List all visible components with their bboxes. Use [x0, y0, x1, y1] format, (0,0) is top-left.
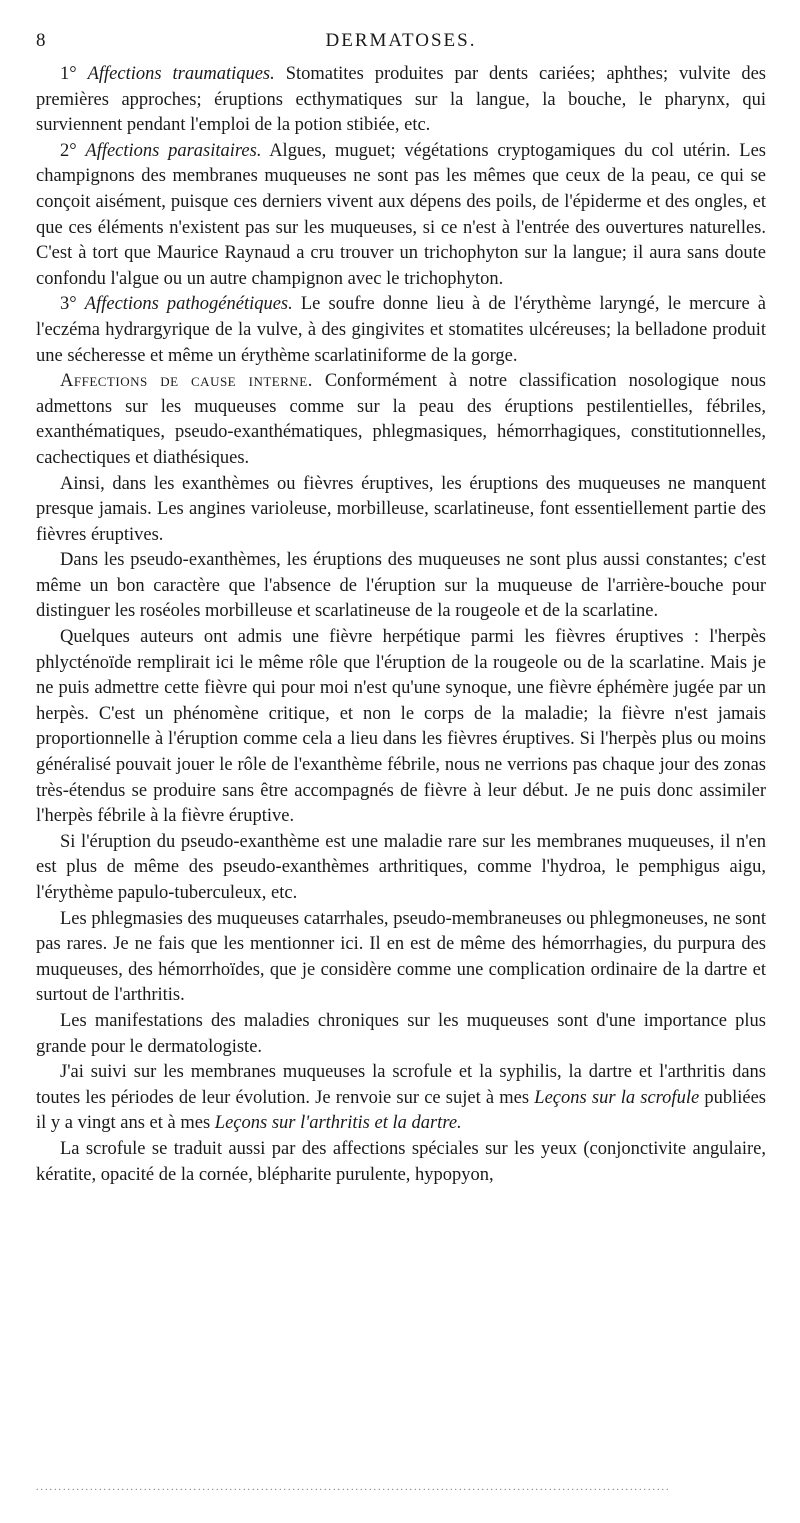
- page-header: [36, 30, 766, 56]
- paragraph-lecons: [36, 1060, 766, 1137]
- list-number: 1°: [60, 64, 88, 84]
- paragraph-affections-traumatiques: [36, 62, 766, 139]
- paragraph-affections-pathogenetiques: [36, 292, 766, 369]
- paragraph-text: Stomatites produites par dents cariées; aphthes; vulvite des premières approches; éruptions ecthymatiques sur la langue, la bouche, le pharynx, qui surviennent pendant l'emploi de la potion stibiée, etc.: [36, 64, 767, 136]
- list-number: 2°: [60, 140, 86, 161]
- paragraph-maladies-chroniques: Les manifestations des maladies chroniques sur les muqueuses sont d'une importance plus grande pour le dermatologiste.: [36, 1010, 766, 1057]
- footer-dotted-line: .............................................................................................................................................: [36, 1482, 671, 1492]
- paragraph-pseudo-exanthemes: Dans les pseudo-exanthèmes, les éruptions des muqueuses ne sont plus aussi constantes; c'est même un bon caractère que l'absence de l'éruption sur la muqueuse de l'arrière-bouche pour distinguer les roséoles morbilleuse et scarlatineuse de la rougeole et de la scarlatine.: [36, 550, 766, 622]
- paragraph-text: J'ai suivi sur les membranes muqueuses la scrofule et la syphilis, la dartre et l'arthritis dans toutes les périodes de leur évolution. Je renvoie sur ce sujet à mes: [36, 1062, 766, 1108]
- paragraph-text: Algues, muguet; végétations cryptogamiques du col utérin. Les champignons des membranes muqueuses ne sont pas les mêmes que ceux de la peau, ce qui se conçoit aisément, puisque ces derniers vivent aux dépens des poils, de l'épiderme et des ongles, et que ces éléments n'existent pas sur les muqueuses, si ce n'est à l'entrée des ouvertures naturelles. C'est à tort que Maurice Raynaud a cru trouver un trichophyton sur la langue; il aura sans doute confondu l'algue ou un autre champignon avec le trichophyton.: [36, 140, 766, 289]
- book-title-scrofule: Leçons sur la scrofule: [534, 1087, 700, 1108]
- paragraph-exanthemes: Ainsi, dans les exanthèmes ou fièvres éruptives, les éruptions des muqueuses ne manquent presque jamais. Les angines varioleuse, morbilleuse, scarlatineuse, font essentiellement partie des fièvres éruptives.: [36, 473, 766, 545]
- paragraph-scrofule-yeux: La scrofule se traduit aussi par des affections spéciales sur les yeux (conjonctivite angulaire, kératite, opacité de la cornée, blépharite purulente, hypopyon,: [36, 1138, 766, 1185]
- section-heading: Affections traumatiques.: [87, 64, 275, 84]
- paragraph-affections-parasitaires: [36, 139, 766, 293]
- book-title-arthritis: Leçons sur l'arthritis et la dartre.: [214, 1113, 462, 1134]
- list-number: 3°: [60, 294, 85, 315]
- paragraph-cause-interne: [36, 369, 766, 471]
- page-number: 8: [36, 30, 46, 51]
- paragraph-text: Conformément à notre classification nosologique nous admettons sur les muqueuses comme sur la peau des éruptions pestilentielles, fébriles, exanthématiques, pseudo-exanthématiques, phlegmasiques, hémorrhagiques, constitutionnelles, cachectiques et diathésiques.: [36, 371, 766, 468]
- paragraph-phlegmasies: Les phlegmasies des muqueuses catarrhales, pseudo-membraneuses ou phlegmoneuses, ne sont pas rares. Je ne fais que les mentionner ici. Il en est de même des hémorrhagies, du purpura des muqueuses, des hémorrhoïdes, que je considère comme une complication ordinaire de la dartre et surtout de l'arthritis.: [36, 908, 766, 1006]
- running-title: DERMATOSES.: [325, 30, 477, 51]
- paragraph-text: Le soufre donne lieu à de l'érythème laryngé, le mercure à l'eczéma hydrargyrique de la vulve, à des gingivites et stomatites ulcéreuses; la belladone produit une sécheresse et même un érythème scarlatiniforme de la gorge.: [36, 294, 766, 366]
- body-text: [36, 62, 766, 1188]
- paragraph-pseudo-exanthemes-arthritiques: Si l'éruption du pseudo-exanthème est une maladie rare sur les membranes muqueuses, il n'en est plus de même des pseudo-exanthèmes arthritiques, comme l'hydroa, le pemphigus aigu, l'érythème papulo-tuberculeux, etc.: [36, 831, 766, 903]
- section-heading: Affections pathogénétiques.: [84, 294, 293, 315]
- paragraph-fievre-herpetique: Quelques auteurs ont admis une fièvre herpétique parmi les fièvres éruptives : l'herpès phlycténoïde remplirait ici le même rôle que l'éruption de la rougeole ou de la scarlatine. Mais je ne puis admettre cette fièvre qui pour moi n'est qu'une synoque, une fièvre éphémère jugée par un herpès. C'est un phénomène critique, et non le corps de la maladie; la fièvre n'est jamais proportionnelle à l'éruption comme cela a lieu dans les fièvres éruptives. Si l'herpès plus ou moins généralisé pouvait jouer le rôle de l'exanthème fébrile, nous ne verrions pas chaque jour des zonas très-étendus se produire sans être accompagnés de fièvre à leur début. Je ne puis donc assimiler l'herpès fébrile à la fièvre éruptive.: [36, 627, 766, 827]
- section-heading: Affections parasitaires.: [85, 140, 262, 161]
- paragraph-text: publiées il y a vingt ans et à mes: [36, 1087, 766, 1134]
- section-heading: Affections de cause interne.: [60, 371, 313, 392]
